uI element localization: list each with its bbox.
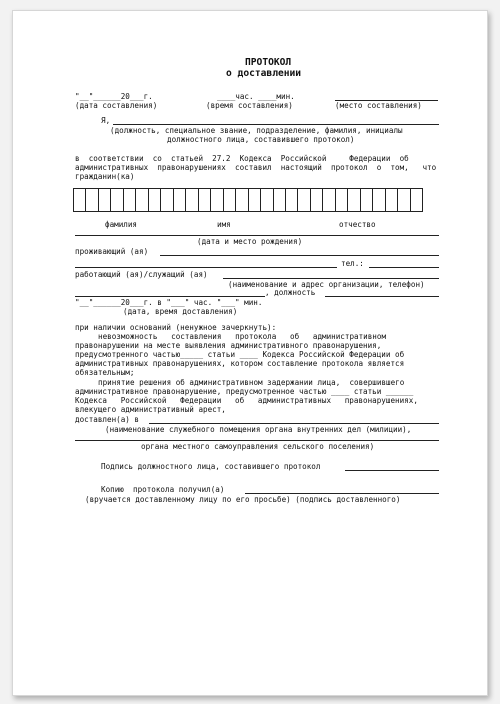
author-blank: [113, 124, 439, 125]
name-letter-grid: [73, 188, 423, 212]
document-title: ПРОТОКОЛ: [245, 57, 292, 68]
name-letter-cell: [348, 189, 360, 211]
name-letter-cell: [149, 189, 161, 211]
document-subtitle: о доставлении: [226, 68, 302, 79]
copy-caption: (вручается доставленному лицу по его просьбе) (подпись доставленного): [85, 495, 401, 504]
residing-blank: [160, 255, 439, 256]
official-signature-blank: [345, 470, 439, 471]
birth-blank: [75, 235, 439, 236]
name-letter-cell: [199, 189, 211, 211]
name-letter-cell: [298, 189, 310, 211]
name-letter-cell: [86, 189, 98, 211]
position-label: , должность: [265, 288, 316, 297]
delivered-blank: [149, 423, 439, 424]
org-caption: (наименование и адрес организации, телефон): [228, 280, 425, 289]
place-caption: (место составления): [335, 101, 422, 110]
time-caption: (время составления): [206, 101, 293, 110]
grounds-header: при наличии оснований (ненужное зачеркнуть):: [75, 323, 277, 332]
position-prefix-blank: [75, 296, 265, 297]
name-letter-cell: [311, 189, 323, 211]
ground-1-line-3: предусмотренного частью_____ статьи ____ Кодекса Российской Федерации об: [75, 350, 405, 359]
intro-line-3: гражданин(ка): [75, 172, 135, 181]
name-letter-cell: [336, 189, 348, 211]
ground-1-line-4: административных правонарушениях, котором составление протокола является: [75, 359, 405, 368]
name-letter-cell: [411, 189, 422, 211]
ground-1-line-5: обязательным;: [75, 368, 135, 377]
delivered-caption-1: (наименование служебного помещения органа внутренних дел (милиции),: [105, 425, 412, 434]
ground-2-line-1: принятие решения об административном задержании лица, совершившего: [98, 378, 405, 387]
intro-line-1: в соответствии со статьей 27.2 Кодекса Российской Федерации об: [75, 154, 409, 163]
document-page: [12, 10, 488, 696]
workplace-blank: [223, 278, 439, 279]
name-letter-cell: [236, 189, 248, 211]
copy-received-label: Копию протокола получил(а): [101, 485, 225, 494]
intro-line-2: административных правонарушениях составил настоящий протокол о том, что: [75, 163, 437, 172]
ground-2-line-2: административное правонарушение, предусмотренное частью ____ статьи ______: [75, 387, 414, 396]
date-field: "__"______20___г.: [75, 92, 153, 101]
name-letter-cell: [361, 189, 373, 211]
copy-received-blank: [245, 493, 439, 494]
delivered-caption-2: органа местного самоуправления сельского поселения): [141, 442, 375, 451]
author-caption-1: (должность, специальное звание, подразделение, фамилия, инициалы: [110, 126, 403, 135]
delivery-caption: (дата, время доставления): [123, 307, 238, 316]
address-blank: [75, 267, 337, 268]
name-letter-cell: [249, 189, 261, 211]
birth-caption: (дата и место рождения): [197, 237, 303, 246]
name-letter-cell: [224, 189, 236, 211]
ground-2-line-3: Кодекса Российской Федерации об административных правонарушениях,: [75, 396, 418, 405]
name-letter-cell: [186, 189, 198, 211]
working-label: работающий (ая)/служащий (ая): [75, 270, 208, 279]
name-letter-cell: [161, 189, 173, 211]
name-letter-cell: [286, 189, 298, 211]
surname-label: фамилия: [105, 220, 138, 229]
patronymic-label: отчество: [339, 220, 376, 229]
name-letter-cell: [274, 189, 286, 211]
ground-2-line-4: влекущего административный арест,: [75, 405, 226, 414]
author-caption-2: должностного лица, составившего протокол): [167, 135, 355, 144]
name-letter-cell: [99, 189, 111, 211]
ground-1-line-1: невозможность составления протокола об административном: [98, 332, 387, 341]
name-letter-cell: [136, 189, 148, 211]
name-letter-cell: [373, 189, 385, 211]
name-letter-cell: [386, 189, 398, 211]
date-caption: (дата составления): [75, 101, 158, 110]
author-label: Я,: [101, 116, 111, 125]
official-signature-label: Подпись должностного лица, составившего протокол: [101, 462, 321, 471]
tel-label: тел.:: [341, 259, 364, 268]
time-field: ____час. ____мин.: [217, 92, 295, 101]
name-letter-cell: [124, 189, 136, 211]
name-letter-cell: [111, 189, 123, 211]
name-letter-cell: [174, 189, 186, 211]
delivery-datetime: "__"______20___г. в "___" час. "___" мин.: [75, 298, 263, 307]
name-letter-cell: [74, 189, 86, 211]
name-letter-cell: [211, 189, 223, 211]
ground-1-line-2: правонарушении на месте выявления административного правонарушения,: [75, 341, 382, 350]
residing-label: проживающий (ая): [75, 247, 149, 256]
delivered-label: доставлен(а) в: [75, 415, 140, 424]
delivered-blank-2: [75, 440, 439, 441]
tel-blank: [369, 267, 439, 268]
firstname-label: имя: [217, 220, 231, 229]
name-letter-cell: [261, 189, 273, 211]
name-letter-cell: [398, 189, 410, 211]
position-blank: [325, 296, 439, 297]
name-letter-cell: [323, 189, 335, 211]
